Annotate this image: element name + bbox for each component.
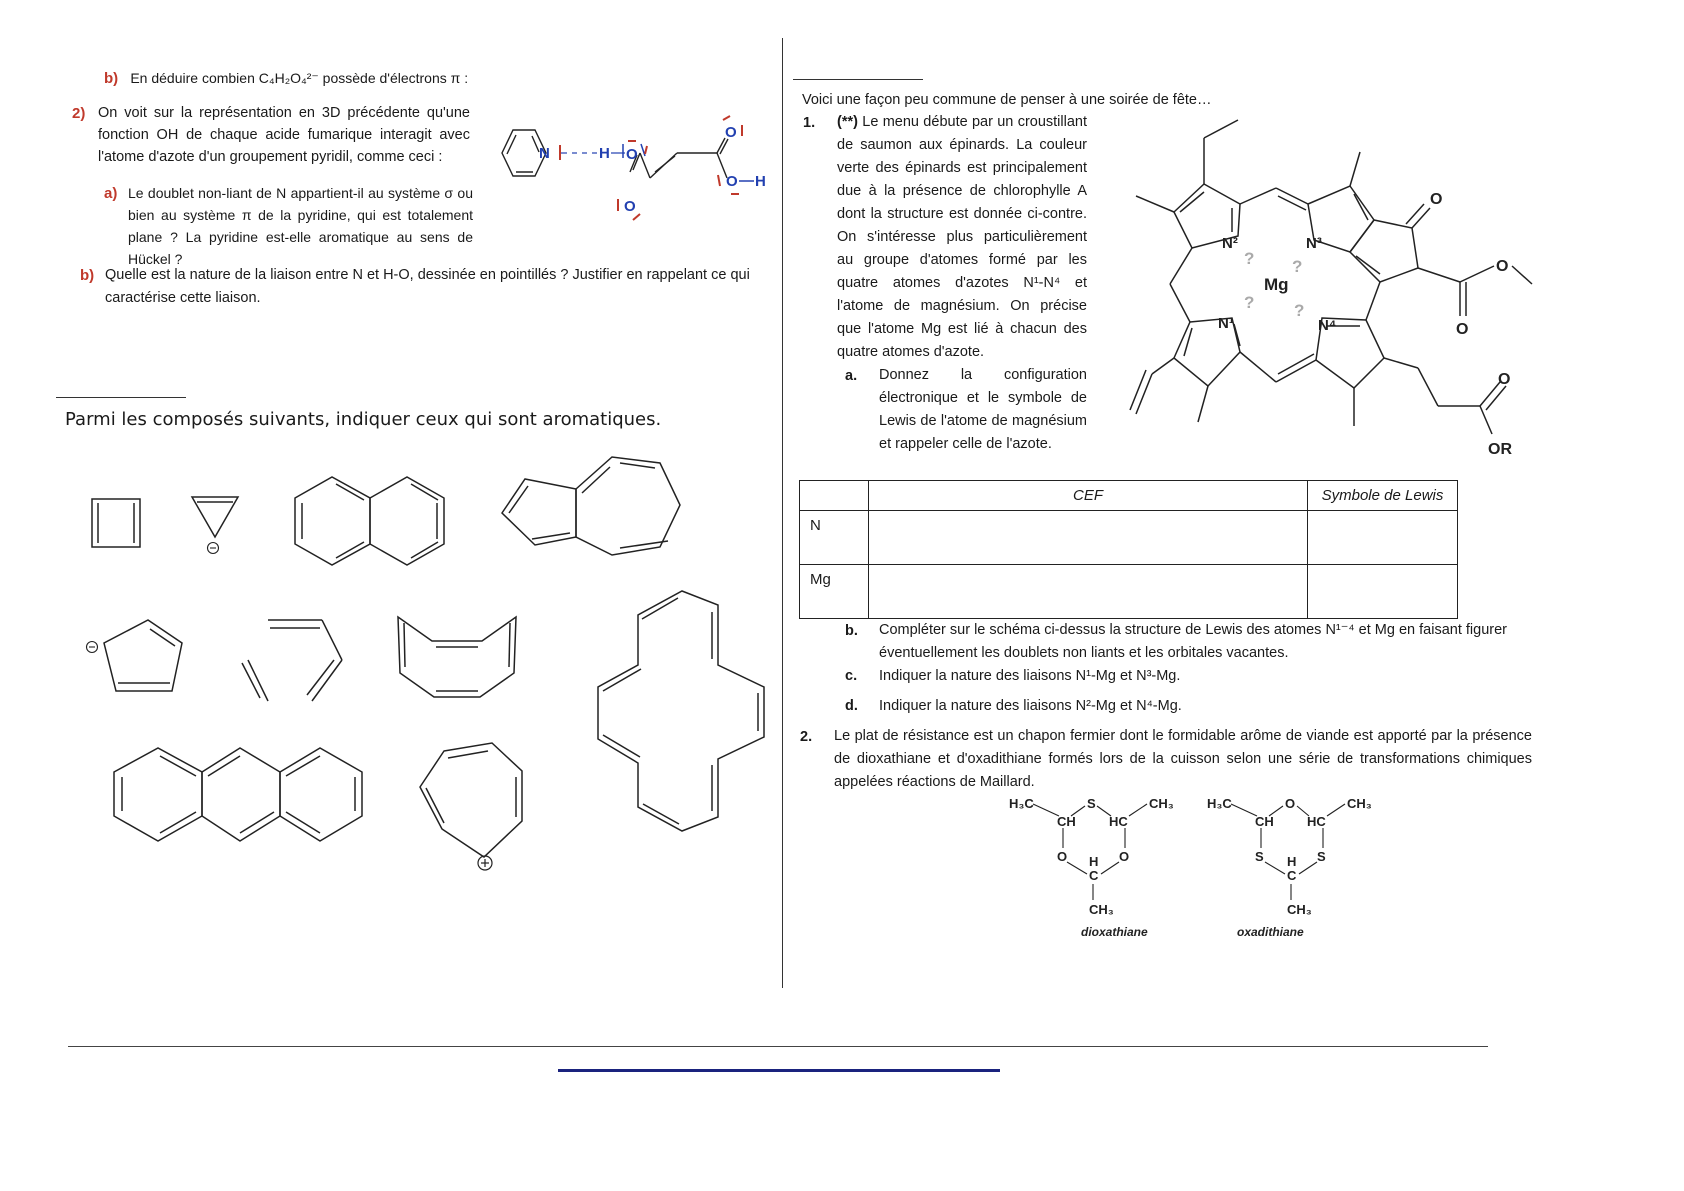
label-n1: N¹	[1218, 315, 1234, 332]
oxad-c: C	[1287, 868, 1297, 883]
oxad-name: oxadithiane	[1237, 925, 1304, 939]
oxad-hc: HC	[1307, 814, 1326, 829]
row-label-mg: Mg	[800, 565, 869, 619]
question-mark: ?	[1244, 249, 1255, 268]
oxad-ch: CH	[1255, 814, 1274, 829]
cell-cef-mg[interactable]	[869, 565, 1308, 619]
diox-name: dioxathiane	[1081, 925, 1148, 939]
header-cef: CEF	[869, 481, 1308, 511]
cell-cef-n[interactable]	[869, 511, 1308, 565]
header-lewis: Symbole de Lewis	[1308, 481, 1458, 511]
diox-ch3-right: CH₃	[1149, 796, 1174, 811]
q1-stars: (**)	[837, 114, 858, 130]
q1-num: 1.	[803, 115, 816, 131]
diox-hc: HC	[1109, 814, 1128, 829]
q1a-text: Donnez la configuration électronique et le symbole de Lewis de l'atome de magnésium et rappeler celle de l'azote.	[879, 367, 1087, 452]
molecules-panel	[80, 445, 780, 885]
question-mark: ?	[1244, 293, 1255, 312]
q2b-text: Quelle est la nature de la liaison entre N et H-O, dessinée en pointillés ? Justifier en rappelant ce qui caractérise cette liaison.	[105, 267, 750, 306]
q1c-label: c.	[845, 668, 858, 684]
label-mg: Mg	[1264, 275, 1289, 294]
q1c-text: Indiquer la nature des liaisons N¹-Mg et N³-Mg.	[879, 668, 1181, 684]
oxad-h: H	[1287, 854, 1297, 869]
q1a-label: a.	[845, 368, 858, 384]
footer-rule	[68, 1046, 1488, 1047]
hbond-h: H	[599, 145, 610, 162]
column-divider	[782, 38, 783, 988]
heterocycles-scheme	[1005, 792, 1385, 942]
hydroxyl-h-right: H	[755, 173, 766, 190]
hexatriene	[242, 620, 342, 701]
cyclobutadiene	[92, 499, 140, 547]
tropylium-cation	[420, 743, 522, 870]
diox-s: S	[1087, 796, 1096, 811]
diox-h: H	[1089, 854, 1099, 869]
intro-text: Voici une façon peu commune de penser à une soirée de fête…	[802, 92, 1212, 108]
oxad-ch3-right: CH₃	[1347, 796, 1372, 811]
footer-link-bar	[558, 1069, 1000, 1072]
oxad-h3c: H₃C	[1207, 796, 1232, 811]
question-mark: ?	[1292, 257, 1303, 276]
naphthalene	[295, 477, 444, 565]
q1-body	[837, 111, 1087, 364]
table-corner-cell	[800, 481, 869, 511]
cyclooctatetraene	[398, 617, 516, 697]
left-rule	[56, 397, 186, 398]
ester-o: O	[1496, 258, 1509, 275]
right-rule	[793, 79, 923, 80]
acid-carbonyl-o: O	[1498, 371, 1511, 388]
q1b-text: En déduire combien C₄H₂O₄²⁻ possède d'électrons π :	[130, 70, 469, 86]
oxad-s-right: S	[1317, 849, 1326, 864]
diox-h3c: H₃C	[1009, 796, 1034, 811]
diox-ch: CH	[1057, 814, 1076, 829]
azulene	[502, 457, 680, 555]
q2-text-right: Le plat de résistance est un chapon fermier dont le formidable arôme de viande est apporté par la présence de dioxathiane et d'oxadithiane formés lors de la cuisson selon une série de transformations chimiques appelées réactions de Maillard.	[834, 728, 1532, 790]
q2-label: 2)	[72, 105, 86, 122]
carbonyl-o-left: O	[624, 198, 636, 215]
anthracene	[114, 748, 362, 841]
diox-o-left: O	[1057, 849, 1068, 864]
q2-text: On voit sur la représentation en 3D précédente qu'une fonction OH de chaque acide fumarique interagit avec l'atome d'azote d'un groupement pyridil, comme ceci :	[98, 105, 470, 165]
cyclopentanone-ring	[1350, 220, 1418, 282]
q1-text: Le menu débute par un croustillant de saumon aux épinards. La couleur verte des épinards est principalement due à la présence de chlorophylle A dont la structure est donnée ci-contre. On s'intéresse plus particulièrement au groupe d'atomes formé par les quatre atomes d'azotes N¹-N⁴ et l'atome de magnésium. On précise que l'atome Mg est lié à chacun des quatre atomes d'azote.	[837, 114, 1087, 360]
pyridine-n: N	[539, 145, 550, 162]
q2b-label: b)	[80, 267, 95, 284]
cyclopentadienyl-anion	[87, 620, 183, 691]
diox-o-right: O	[1119, 849, 1130, 864]
q2-num-right: 2.	[800, 729, 813, 745]
cell-lewis-mg[interactable]	[1308, 565, 1458, 619]
ester-carbonyl-o: O	[1456, 321, 1469, 338]
oxad-s-left: S	[1255, 849, 1264, 864]
diox-c: C	[1089, 868, 1099, 883]
hydroxyl-o-left: O	[626, 146, 638, 163]
ester-or: OR	[1488, 441, 1512, 458]
annulene-macrocycle	[598, 591, 764, 831]
q2a-label: a)	[104, 185, 118, 202]
carbonyl-o-right: O	[725, 124, 737, 141]
q2a-text: Le doublet non-liant de N appartient-il au système σ ou bien au système π de la pyridine, qui est totalement plane ? La pyridine est-elle aromatique au sens de Hückel ?	[128, 185, 473, 267]
cyclopropenyl-anion	[192, 497, 238, 554]
q1d-text: Indiquer la nature des liaisons N²-Mg et N⁴-Mg.	[879, 698, 1182, 714]
oxad-o: O	[1285, 796, 1296, 811]
row-label-n: N	[800, 511, 869, 565]
cell-lewis-n[interactable]	[1308, 511, 1458, 565]
hydroxyl-o-right: O	[726, 173, 738, 190]
label-n2: N²	[1222, 235, 1238, 252]
cef-table	[799, 480, 1458, 619]
ketone-o: O	[1430, 191, 1443, 208]
question-mark: ?	[1294, 301, 1305, 320]
q1d-label: d.	[845, 698, 858, 714]
label-n4: N⁴	[1318, 317, 1337, 334]
aromatic-prompt: Parmi les composés suivants, indiquer ceux qui sont aromatiques.	[65, 409, 662, 430]
chlorophyll-structure	[1128, 112, 1538, 464]
q1b-label: b)	[104, 70, 119, 87]
pyridine-fumaric-scheme	[485, 108, 775, 223]
oxad-ch3-bottom: CH₃	[1287, 902, 1312, 917]
q1b-label-right: b.	[845, 623, 858, 639]
left-q1b	[104, 66, 504, 92]
q1b-text-right: Compléter sur le schéma ci-dessus la structure de Lewis des atomes N¹⁻⁴ et Mg en faisant figurer éventuellement les doublets non liants et les orbitales vacantes.	[879, 622, 1507, 661]
diox-ch3-bottom: CH₃	[1089, 902, 1114, 917]
label-n3: N³	[1306, 235, 1322, 252]
